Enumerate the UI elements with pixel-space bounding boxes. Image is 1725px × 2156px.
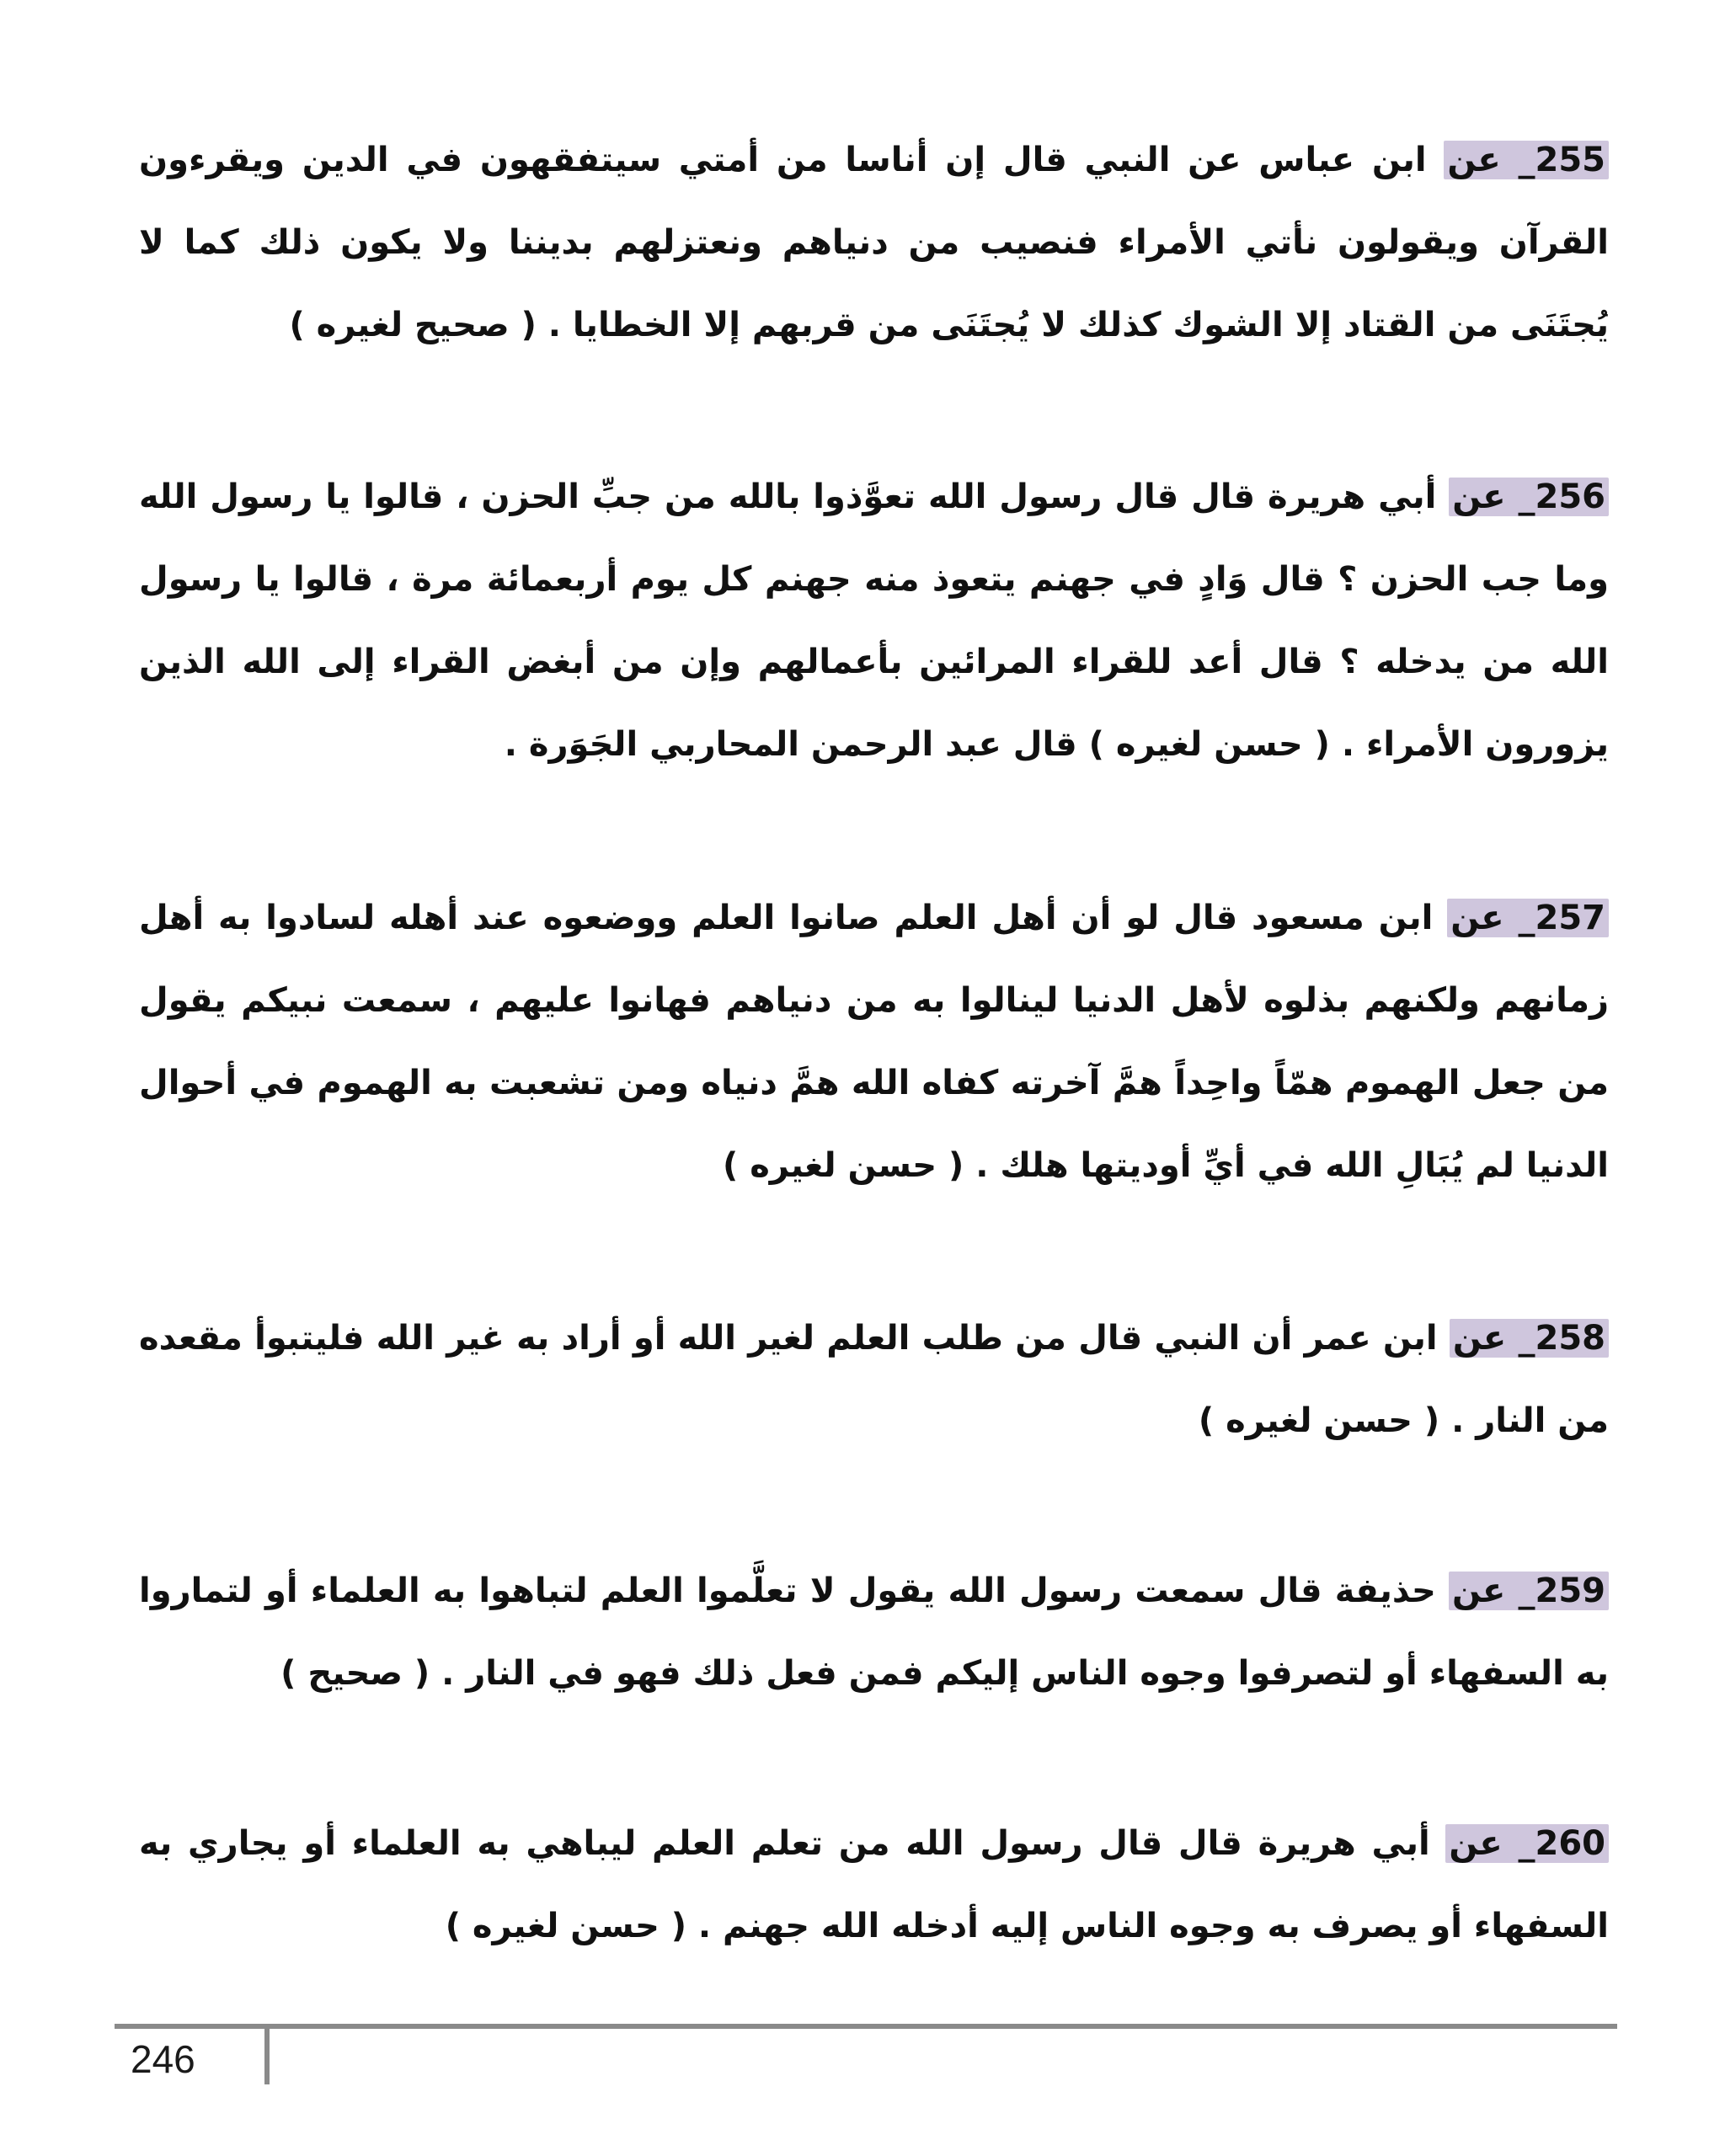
hadith-number: 259 xyxy=(1535,1572,1606,1610)
hadith-number: 260 xyxy=(1535,1824,1605,1863)
hadith-text: ابن عمر أن النبي قال من طلب العلم لغير الله أو أراد به غير الله فليتبوأ مقعده من النار . ( حسن لغيره ) xyxy=(139,1319,1609,1440)
hadith-257 xyxy=(139,877,1609,1207)
hadith-marker: _ عن xyxy=(1451,1572,1535,1610)
hadith-number: 256 xyxy=(1535,478,1605,516)
hadith-text: حذيفة قال سمعت رسول الله يقول لا تعلَّموا العلم لتباهوا به العلماء أو لتماروا به السفهاء أو لتصرفوا وجوه الناس إليكم فمن فعل ذلك فهو في النار . ( صحيح ) xyxy=(139,1572,1609,1693)
hadith-258 xyxy=(139,1297,1609,1462)
hadith-marker: _ عن xyxy=(1447,141,1535,179)
hadith-number-highlight xyxy=(1449,1572,1609,1610)
hadith-marker: _ عن xyxy=(1452,1319,1535,1358)
hadith-number-highlight xyxy=(1444,141,1609,179)
hadith-number: 257 xyxy=(1535,899,1605,937)
hadith-text: أبي هريرة قال قال رسول الله من تعلم العلم ليباهي به العلماء أو يجاري به السفهاء أو يصرف به وجوه الناس إليه أدخله الله جهنم . ( حسن لغيره ) xyxy=(139,1824,1609,1945)
hadith-number: 258 xyxy=(1535,1319,1605,1358)
footer-rule xyxy=(115,2024,1617,2029)
page-number: 246 xyxy=(131,2037,195,2081)
hadith-number-highlight xyxy=(1449,478,1609,516)
footer-divider xyxy=(264,2024,270,2084)
hadith-259 xyxy=(139,1550,1609,1715)
hadith-text: ابن عباس عن النبي قال إن أناسا من أمتي سيتفقهون في الدين ويقرءون القرآن ويقولون نأتي الأمراء فنصيب من دنياهم ونعتزلهم بديننا ولا يكون ذلك كما لا يُجتَنَى من القتاد إلا الشوك كذلك لا يُجتَنَى من قربهم إلا الخطايا . ( صحيح لغيره ) xyxy=(139,141,1609,344)
hadith-256 xyxy=(139,456,1609,786)
hadith-number-highlight xyxy=(1450,1319,1609,1358)
hadith-text: ابن مسعود قال لو أن أهل العلم صانوا العلم ووضعوه عند أهله لسادوا به أهل زمانهم ولكنهم بذلوه لأهل الدنيا لينالوا به من دنياهم فهانوا عليهم ، سمعت نبيكم يقول من جعل الهموم همّاً واحِداً همَّ آخرته كفاه الله همَّ دنياه ومن تشعبت به الهموم في أحوال الدنيا لم يُبَالِ الله في أيِّ أوديتها هلك . ( حسن لغيره ) xyxy=(139,899,1609,1185)
hadith-marker: _ عن xyxy=(1452,478,1535,516)
hadith-number-highlight xyxy=(1445,1824,1609,1863)
hadith-255 xyxy=(139,119,1609,366)
hadith-number-highlight xyxy=(1447,899,1609,937)
hadith-marker: _ عن xyxy=(1450,899,1535,937)
hadith-text: أبي هريرة قال قال رسول الله تعوَّذوا بالله من جبِّ الحزن ، قالوا يا رسول الله وما جب الحزن ؟ قال وَادٍ في جهنم يتعوذ منه جهنم كل يوم أربعمائة مرة ، قالوا يا رسول الله من يدخله ؟ قال أعد للقراء المرائين بأعمالهم وإن من أبغض القراء إلى الله الذين يزورون الأمراء . ( حسن لغيره ) قال عبد الرحمن المحاربي الجَوَرة . xyxy=(139,478,1609,764)
hadith-number: 255 xyxy=(1535,141,1605,179)
hadith-260 xyxy=(139,1802,1609,1967)
hadith-marker: _ عن xyxy=(1449,1824,1535,1863)
